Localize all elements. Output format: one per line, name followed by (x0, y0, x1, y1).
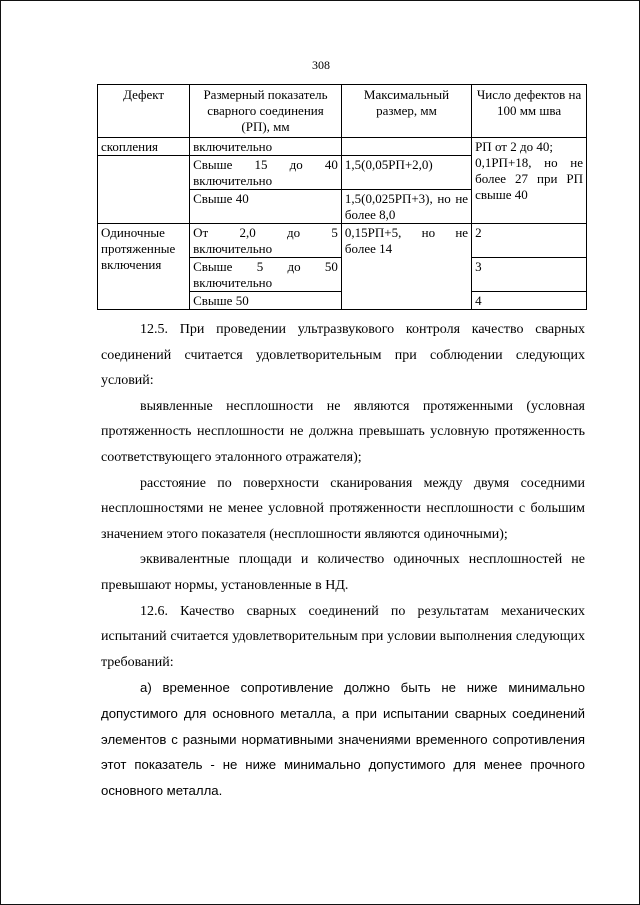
cell-defect-continued (98, 190, 190, 224)
paragraph-requirement-a: а) временное сопротивление должно быть не ниже минимально допустимого для основного металла, а при испытании сварных соединений элементов с разными нормативными значениями временного сопротивления этот показатель - не ниже минимально допустимого для менее прочного основного металла. (101, 680, 585, 798)
paragraph-12-6: 12.6. Качество сварных соединений по результатам механических испытаний считается удовлетворительным при условии выполнения следующих требований: (101, 603, 585, 670)
cell-rp (190, 156, 342, 190)
defect-norms-table (97, 84, 587, 310)
rp-line: От 2,0 до 5 (193, 225, 338, 240)
page-number: 308 (312, 58, 330, 72)
rp-line: включительно (193, 173, 273, 188)
rp-line: включительно (193, 275, 273, 290)
paragraph-condition-3: эквивалентные площади и количество одиночных несплошностей не превышают нормы, установленные в НД. (101, 552, 585, 593)
header-defect-count: Число дефектов на 100 мм шва (472, 85, 587, 138)
rp-line: включительно (193, 241, 273, 256)
paragraph-condition-1: выявленные несплошности не являются протяженными (условная протяженность несплошности не должна превышать условную протяженность соответствующего эталонного отражателя); (101, 398, 585, 465)
cell-rp: Свыше 50 (190, 292, 342, 310)
cell-rp (190, 224, 342, 258)
rp-line: Свыше 15 до 40 (193, 157, 338, 172)
cell-count: 2 (472, 224, 587, 258)
table-row (98, 224, 587, 258)
header-max-size: Максимальный размер, мм (341, 85, 471, 138)
cell-defect-cluster: скопления (98, 138, 190, 156)
rp-line: Свыше 5 до 50 (193, 259, 338, 274)
count-line: 0,1РП+18, но не более 27 при РП свыше 40 (475, 155, 583, 202)
cell-max-empty (341, 138, 471, 156)
header-defect: Дефект (98, 85, 190, 138)
cell-max: 1,5(0,025РП+3), но не более 8,0 (341, 190, 471, 224)
table-header-row (98, 85, 587, 138)
cell-defect-single-extended: Одиночные протяженные включения (98, 224, 190, 310)
cell-max: 1,5(0,05РП+2,0) (341, 156, 471, 190)
count-line: РП от 2 до 40; (475, 139, 553, 154)
cell-count: 4 (472, 292, 587, 310)
paragraph-condition-2: расстояние по поверхности сканирования между двумя соседними несплошностями не менее условной протяженности несплошности с большим значением этого показателя (несплошности являются одиночными); (101, 475, 585, 542)
header-size-indicator: Размерный показатель сварного соединения (РП), мм (190, 85, 342, 138)
body-text (101, 317, 585, 803)
cell-rp: включительно (190, 138, 342, 156)
paragraph-12-5: 12.5. При проведении ультразвукового контроля качество сварных соединений считается удовлетворительным при соблюдении следующих условий: (101, 322, 585, 389)
cell-count-cluster (472, 138, 587, 224)
cell-rp (190, 258, 342, 292)
table-row (98, 138, 587, 156)
cell-defect-continued (98, 156, 190, 190)
cell-max: 0,15РП+5, но не более 14 (341, 224, 471, 310)
cell-rp: Свыше 40 (190, 190, 342, 224)
cell-count: 3 (472, 258, 587, 292)
